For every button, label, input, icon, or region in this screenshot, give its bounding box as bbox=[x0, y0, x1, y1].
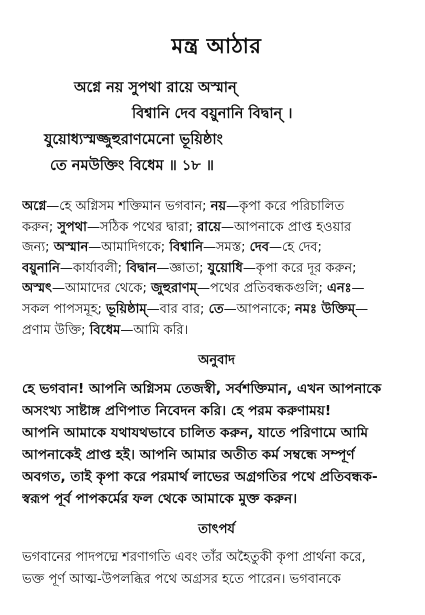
sanskrit-word: এনঃ bbox=[326, 281, 352, 297]
word-meaning: —সঠিক পথের দ্বারা; bbox=[86, 219, 198, 235]
synonym-line bbox=[22, 321, 411, 342]
purport-heading: তাৎপর্য bbox=[198, 522, 235, 538]
synonym-line bbox=[22, 197, 411, 218]
translation-line: আপনাকেই প্রাপ্ত হই। আপনি আমার অতীত কর্ম সম্বন্ধে সম্পূর্ণ bbox=[22, 447, 355, 464]
word-meaning: —আমাদের থেকে; bbox=[52, 281, 152, 297]
translation-line: স্বরূপ পূর্ব পাপকর্মের ফল থেকে আমাকে মুক্ত করুন। bbox=[22, 491, 298, 508]
sanskrit-word: রায়ে bbox=[197, 219, 221, 235]
purport-line: ভক্ত পূর্ণ আত্ম-উপলব্ধির পথে অগ্রসর হতে পারেন। ভগবানকে bbox=[22, 572, 341, 588]
sanskrit-word: বিশ্বানি bbox=[169, 240, 203, 256]
sanskrit-verse bbox=[22, 75, 411, 179]
word-meaning: প্রণাম উক্তি; bbox=[22, 322, 90, 338]
word-meaning: —পথের প্রতিবন্ধকগুলি; bbox=[196, 281, 327, 297]
purport-line: ভগবানের পাদপদ্মে শরণাগতি এবং তাঁর অহৈতুকী কৃপা প্রার্থনা করে, bbox=[22, 550, 366, 566]
sanskrit-word: অগ্নে bbox=[22, 199, 47, 214]
word-meaning: —বার বার; bbox=[146, 301, 209, 317]
word-meaning: —কৃপা করে পরিচালিত bbox=[226, 199, 345, 214]
word-meaning: —কৃপা করে দূর করুন; bbox=[242, 260, 357, 276]
sanskrit-word: বিধেম bbox=[89, 322, 121, 338]
sanskrit-word: দেব bbox=[249, 240, 269, 256]
translation-line: আপনি আমাকে যথাযথভাবে চালিত করুন, যাতে পরিণামে আমি bbox=[22, 425, 369, 442]
translation-line: অসংখ্য সাষ্টাঙ্গ প্রণিপাত নিবেদন করি। হে পরম করুণাময়! bbox=[22, 403, 332, 420]
sanskrit-word: অস্মান bbox=[53, 240, 89, 256]
sanskrit-word: সুপথা bbox=[57, 219, 87, 235]
word-meaning: —আমাদিগকে; bbox=[88, 240, 170, 256]
verse-line-3: যুয়োধ্যস্মজ্জুহুরাণমেনো ভূয়িষ্ঠাং bbox=[44, 132, 223, 148]
word-meaning: করুন; bbox=[22, 219, 58, 235]
word-meaning: সকল পাপসমূহ; bbox=[22, 301, 107, 317]
translation-line: হে ভগবান! আপনি অগ্নিসম তেজস্বী, সর্বশক্তিমান, এখন আপনাকে bbox=[22, 381, 382, 398]
word-meaning: —হে অগ্নিসম শক্তিমান ভগবান; bbox=[46, 199, 211, 214]
sanskrit-word: জুহুরাণম্ bbox=[151, 281, 197, 297]
purport-text bbox=[22, 547, 411, 591]
synonym-line bbox=[22, 300, 411, 321]
verse-line-1: অগ্নে নয় সুপথা রায়ে অস্মান্ bbox=[74, 80, 237, 96]
verse-line-4: তে নমউক্তিং বিধেম ॥ ১৮ ॥ bbox=[50, 158, 214, 174]
word-meaning: —আমি করি। bbox=[120, 322, 189, 338]
sanskrit-word: ভূয়িষ্ঠাম্ bbox=[106, 301, 147, 317]
sanskrit-word: বিদ্বান bbox=[126, 260, 157, 276]
word-meaning: —হে দেব; bbox=[268, 240, 322, 256]
verse-line-2: বিশ্বানি দেব বয়ুনানি বিদ্বান্ । bbox=[132, 106, 293, 122]
translation-heading: অনুবাদ bbox=[198, 353, 235, 369]
word-synonyms bbox=[22, 197, 411, 341]
word-meaning: — bbox=[351, 281, 365, 297]
word-meaning: — bbox=[355, 301, 369, 317]
sanskrit-word: তে bbox=[208, 301, 224, 317]
word-meaning: —আপনাকে; bbox=[223, 301, 295, 317]
mantra-title: মন্ত্র আঠার bbox=[171, 34, 262, 58]
translation-line: অবগত, তাই কৃপা করে পরমার্থ লাভের অগ্রগতির পথে প্রতিবন্ধক- bbox=[22, 469, 378, 486]
synonym-line bbox=[22, 238, 411, 259]
sanskrit-word: নমঃ উক্তিম্ bbox=[294, 301, 356, 317]
sanskrit-word: বয়ুনানি bbox=[22, 260, 60, 276]
word-meaning: —আপনাকে প্রাপ্ত হওয়ার bbox=[220, 219, 352, 235]
synonym-line bbox=[22, 279, 411, 300]
sanskrit-word: যুয়োধি bbox=[207, 260, 243, 276]
synonym-line bbox=[22, 259, 411, 280]
sanskrit-word: অস্মৎ bbox=[22, 281, 52, 297]
word-meaning: —কার্যাবলী; bbox=[59, 260, 127, 276]
sanskrit-word: নয় bbox=[210, 199, 227, 214]
translation-text bbox=[22, 378, 411, 510]
word-meaning: —জ্ঞাতা; bbox=[156, 260, 208, 276]
synonym-line bbox=[22, 218, 411, 239]
word-meaning: —সমস্ত; bbox=[202, 240, 250, 256]
word-meaning: জন্য; bbox=[22, 240, 54, 256]
